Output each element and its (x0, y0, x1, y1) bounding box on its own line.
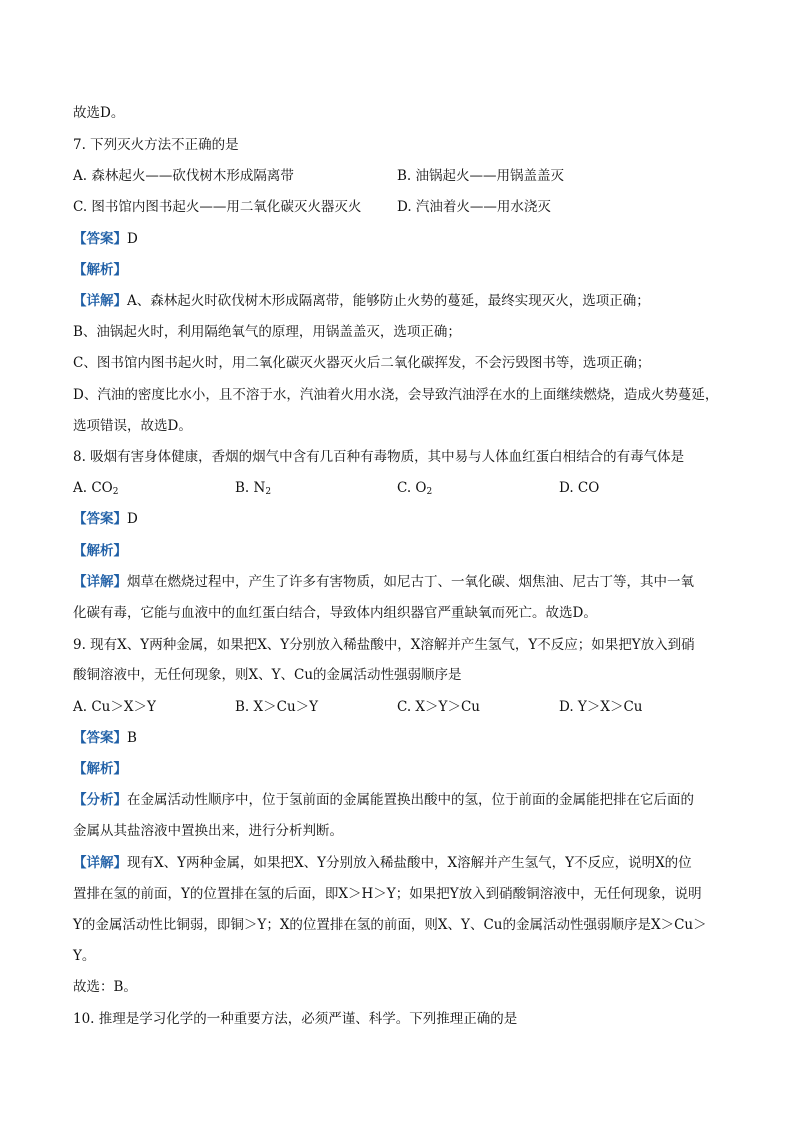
analysis-tag: 【解析】 (73, 543, 127, 559)
q8-answer (73, 510, 138, 528)
q8-analysis-tag (73, 542, 127, 560)
q7-detail-text-1: A、森林起火时砍伐树木形成隔离带，能够防止火势的蔓延，最终实现灭火，选项正确； (127, 293, 650, 309)
q8-option-a-sub: 2 (112, 487, 119, 497)
q9-option-b: B. X＞Cu＞Y (235, 699, 319, 715)
q9-option-d: D. Y＞X＞Cu (559, 699, 643, 715)
q9-stem-1: 9. 现有X、Y两种金属，如果把X、Y分别放入稀盐酸中，X溶解并产生氢气，Y不反应；如果把Y放入到硝 (73, 637, 695, 653)
q7-detail-4: D、汽油的密度比水小，且不溶于水，汽油着火用水浇，会导致汽油浮在水的上面继续燃烧，造成火势蔓延， (73, 387, 719, 403)
q9-analysis-text-1: 在金属活动性顺序中，位于氢前面的金属能置换出酸中的氢，位于前面的金属能把排在它后面的 (127, 792, 694, 808)
q8-option-c (397, 479, 432, 497)
q9-analysis-tag (73, 760, 127, 778)
q9-conclusion: 故选：B。 (73, 979, 137, 995)
answer-tag: 【答案】 (73, 730, 127, 746)
fenxi-tag: 【分析】 (73, 792, 127, 808)
q9-detail-1 (73, 854, 692, 872)
q9-option-c: C. X＞Y＞Cu (397, 699, 480, 715)
q9-stem-2: 酸铜溶液中，无任何现象，则X、Y、Cu的金属活动性强弱顺序是 (73, 667, 462, 683)
q8-option-d: D. CO (559, 480, 600, 496)
q7-detail-2: B、油锅起火时，利用隔绝氧气的原理，用锅盖盖灭，选项正确； (73, 324, 461, 340)
q9-analysis-1 (73, 791, 694, 809)
q7-answer-value: D (127, 231, 138, 247)
q7-stem: 7. 下列灭火方法不正确的是 (73, 137, 239, 153)
q8-option-c-sub: 2 (426, 487, 433, 497)
q9-detail-text-1: 现有X、Y两种金属，如果把X、Y分别放入稀盐酸中，X溶解并产生氢气，Y不反应，说明X的位 (127, 855, 692, 871)
q8-option-b-text: B. N (235, 480, 266, 496)
detail-tag: 【详解】 (73, 293, 127, 309)
q8-option-a-text: A. CO (73, 480, 113, 496)
q8-option-b-sub: 2 (265, 487, 272, 497)
q9-answer-value: B (127, 730, 137, 746)
analysis-tag: 【解析】 (73, 262, 127, 278)
q7-answer (73, 230, 138, 248)
analysis-tag: 【解析】 (73, 761, 127, 777)
q8-answer-value: D (127, 511, 138, 527)
previous-conclusion: 故选D。 (73, 105, 125, 121)
q7-analysis-tag (73, 261, 127, 279)
q8-option-c-text: C. O (397, 480, 427, 496)
detail-tag: 【详解】 (73, 855, 127, 871)
q8-detail-1 (73, 573, 694, 591)
detail-tag: 【详解】 (73, 574, 127, 590)
q10-stem: 10. 推理是学习化学的一种重要方法，必须严谨、科学。下列推理正确的是 (73, 1011, 518, 1027)
q7-option-d: D. 汽油着火——用水浇灭 (397, 199, 551, 215)
q9-answer (73, 729, 137, 747)
q8-stem: 8. 吸烟有害身体健康，香烟的烟气中含有几百种有毒物质，其中易与人体血红蛋白相结合的有毒气体是 (73, 449, 685, 465)
q9-detail-3: Y的金属活动性比铜弱，即铜＞Y；X的位置排在氢的前面，则X、Y、Cu的金属活动性强弱顺序是X＞Cu＞ (73, 917, 707, 933)
answer-tag: 【答案】 (73, 511, 127, 527)
q7-detail-1 (73, 292, 650, 310)
q8-detail-text-1: 烟草在燃烧过程中，产生了许多有害物质，如尼古丁、一氧化碳、烟焦油、尼古丁等，其中一氧 (127, 574, 694, 590)
q9-detail-4: Y。 (73, 948, 96, 964)
q9-option-a: A. Cu＞X＞Y (73, 699, 156, 715)
q7-option-c: C. 图书馆内图书起火——用二氧化碳灭火器灭火 (73, 199, 362, 215)
q7-option-b: B. 油锅起火——用锅盖盖灭 (397, 168, 565, 184)
q7-detail-5: 选项错误，故选D。 (73, 418, 192, 434)
answer-tag: 【答案】 (73, 231, 127, 247)
q7-detail-3: C、图书馆内图书起火时，用二氧化碳灭火器灭火后二氧化碳挥发，不会污毁图书等，选项正确； (73, 355, 651, 371)
q7-option-a: A. 森林起火——砍伐树木形成隔离带 (73, 168, 294, 184)
q8-detail-2: 化碳有毒，它能与血液中的血红蛋白结合，导致体内组织器官严重缺氧而死亡。故选D。 (73, 605, 597, 621)
q8-option-b (235, 479, 271, 497)
q9-analysis-2: 金属从其盐溶液中置换出来，进行分析判断。 (73, 823, 343, 839)
q8-option-a (73, 479, 118, 497)
q9-detail-2: 置排在氢的前面，Y的位置排在氢的后面，即X＞H＞Y；如果把Y放入到硝酸铜溶液中，无任何现象，说明 (73, 886, 702, 902)
